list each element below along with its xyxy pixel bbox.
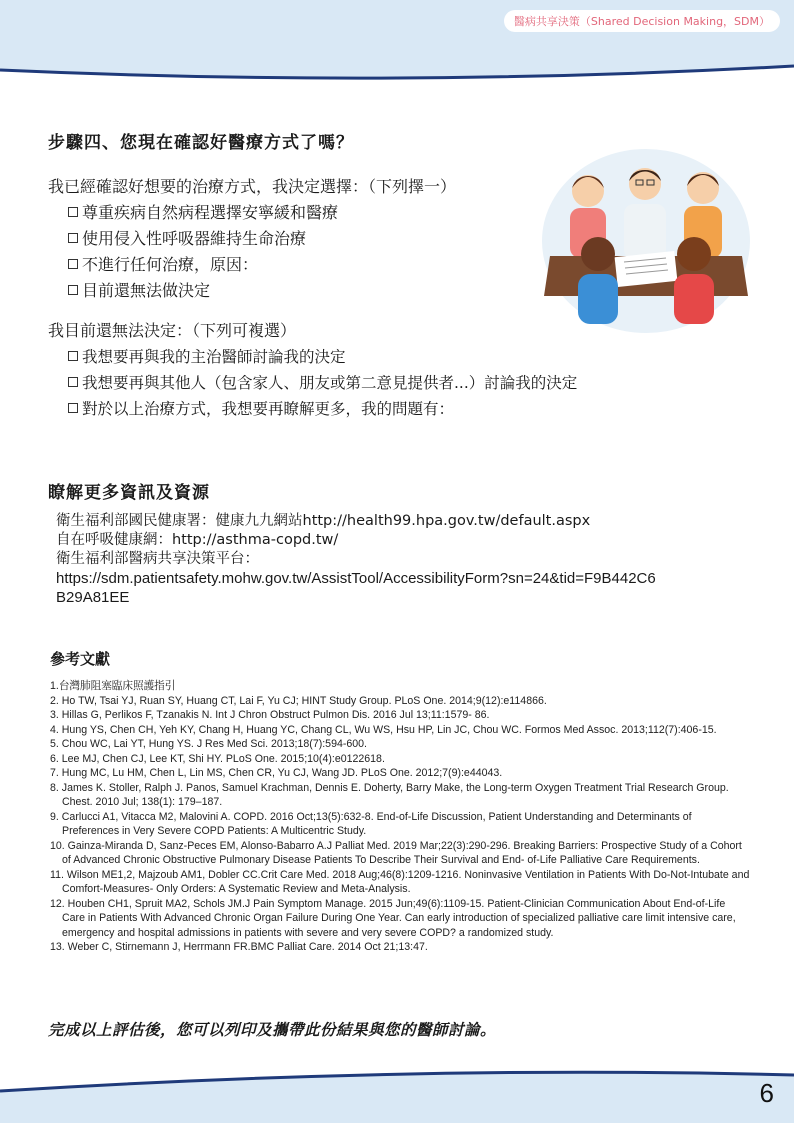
reference-item: 7. Hung MC, Lu HM, Chen L, Lin MS, Chen CR, Yu CJ, Wang JD. PLoS One. 2012;7(9):e44043. xyxy=(50,767,503,779)
option-label: 目前還無法做決定 xyxy=(82,281,211,300)
undecided-section xyxy=(48,318,768,422)
option-label: 我想要再與我的主治醫師討論我的決定 xyxy=(82,348,346,366)
option-label: 尊重疾病自然病程選擇安寧緩和醫療 xyxy=(82,203,339,222)
option-checkbox[interactable] xyxy=(48,396,768,422)
reference-item: 11. Wilson ME1,2, Majzoub AM1, Dobler CC.Crit Care Med. 2018 Aug;46(8):1209-1216. Noninvasive Ventilation in Patients With Do-Not-Intubate and Comfort-Measures- Only Orders: A Systematic Review and Meta-Analysis. xyxy=(50,868,750,895)
undecided-intro: 我目前還無法決定：（下列可複選） xyxy=(48,321,297,340)
reference-item: 4. Hung YS, Chen CH, Yeh KY, Chang H, Huang YC, Chang CL, Wu WS, Hsu HP, Lin JC, Chou WC. Formos Med Assoc. 2013;112(7):406-15. xyxy=(50,723,717,736)
reference-item: 13. Weber C, Stirnemann J, Herrmann FR.BMC Palliat Care. 2014 Oct 21;13:47. xyxy=(50,941,428,953)
references-title: 參考文獻 xyxy=(50,650,111,668)
page-title: 步驟四、您現在確認好醫療方式了嗎？ xyxy=(48,133,354,153)
option-checkbox[interactable] xyxy=(48,200,548,226)
option-label: 對於以上治療方式，我想要再瞭解更多，我的問題有： xyxy=(82,400,455,418)
resource-url-continued[interactable]: B29A81EE xyxy=(56,589,130,606)
checkbox-icon[interactable] xyxy=(68,233,78,243)
checkbox-icon[interactable] xyxy=(68,285,78,295)
resources-list xyxy=(56,512,756,607)
option-label: 使用侵入性呼吸器維持生命治療 xyxy=(82,229,307,248)
option-checkbox[interactable] xyxy=(48,370,768,396)
decided-options xyxy=(48,200,548,304)
checkbox-icon[interactable] xyxy=(68,207,78,217)
reference-item: 10. Gainza-Miranda D, Sanz-Peces EM, Alonso-Babarro A.J Palliat Med. 2019 Mar;22(3):290-296. Breaking Barriers: Prospective Study of a Cohort of Advanced Chronic Obstructive Pulmonary Disease Patients To Describe Their Survival and End- of-Life Palliative Care Requirements. xyxy=(50,839,742,866)
option-label: 不進行任何治療，原因： xyxy=(82,255,259,274)
resource-url[interactable]: https://sdm.patientsafety.mohw.gov.tw/AssistTool/AccessibilityForm?sn=24&tid=F9B442C6 xyxy=(56,570,656,587)
reference-item: 3. Hillas G, Perlikos F, Tzanakis N. Int J Chron Obstruct Pulmon Dis. 2016 Jul 13;11:1579- 86. xyxy=(50,709,490,721)
option-checkbox[interactable] xyxy=(48,226,548,252)
option-label: 我想要再與其他人（包含家人、朋友或第二意見提供者...）討論我的決定 xyxy=(82,374,578,392)
decided-intro: 我已經確認好想要的治療方式，我決定選擇：（下列擇一） xyxy=(48,177,457,196)
decided-section xyxy=(48,174,548,304)
option-checkbox[interactable] xyxy=(48,252,548,278)
reference-item: 1.台灣肺阻塞臨床照護指引 xyxy=(50,680,176,692)
page-number: 6 xyxy=(759,1078,774,1108)
option-checkbox[interactable] xyxy=(48,278,548,304)
resource-line[interactable]: 自在呼吸健康網：http://asthma-copd.tw/ xyxy=(56,532,339,548)
undecided-options xyxy=(48,344,768,422)
checkbox-icon[interactable] xyxy=(68,259,78,269)
doctor-family-illustration xyxy=(540,146,752,336)
checkbox-icon[interactable] xyxy=(68,403,78,413)
resources-title: 瞭解更多資訊及資源 xyxy=(48,483,210,503)
reference-item: 12. Houben CH1, Spruit MA2, Schols JM.J Pain Symptom Manage. 2015 Jun;49(6):1109-15. Patient-Clinician Communication About End-of-Life Care in Patients With Advanced Chronic Organ Failure During One Year. Can early introduction of specialized palliative care limit intensive care, emergency and hospital admissions in patients with severe and very severe COPD? a randomized study. xyxy=(50,897,736,939)
resource-line: 衛生福利部醫病共享決策平台： xyxy=(56,551,259,567)
resource-line[interactable]: 衛生福利部國民健康署：健康九九網站http://health99.hpa.gov.tw/default.aspx xyxy=(56,513,591,529)
reference-item: 2. Ho TW, Tsai YJ, Ruan SY, Huang CT, Lai F, Yu CJ; HINT Study Group. PLoS One. 2014;9(12):e114866. xyxy=(50,694,547,707)
reference-item: 5. Chou WC, Lai YT, Hung YS. J Res Med Sci. 2013;18(7):594-600. xyxy=(50,738,367,750)
references-list xyxy=(50,679,750,955)
checkbox-icon[interactable] xyxy=(68,351,78,361)
footer-band xyxy=(0,1063,794,1123)
closing-note: 完成以上評估後，您可以列印及攜帶此份結果與您的醫師討論。 xyxy=(48,1021,497,1039)
reference-item: 6. Lee MJ, Chen CJ, Lee KT, Shi HY. PLoS One. 2015;10(4):e0122618. xyxy=(50,752,385,765)
reference-item: 8. James K. Stoller, Ralph J. Panos, Samuel Krachman, Dennis E. Doherty, Barry Make, the Long-term Oxygen Treatment Trial Research Group. Chest. 2010 Jul; 138(1): 179–187. xyxy=(50,781,729,808)
checkbox-icon[interactable] xyxy=(68,377,78,387)
reference-item: 9. Carlucci A1, Vitacca M2, Malovini A. COPD. 2016 Oct;13(5):632-8. End-of-Life Discussion, Patient Understanding and Determinants of Preferences in Very Severe COPD Patients: A Multicentric Study. xyxy=(50,810,692,837)
option-checkbox[interactable] xyxy=(48,344,768,370)
sdm-badge: 醫病共享決策（Shared Decision Making，SDM） xyxy=(504,10,780,32)
